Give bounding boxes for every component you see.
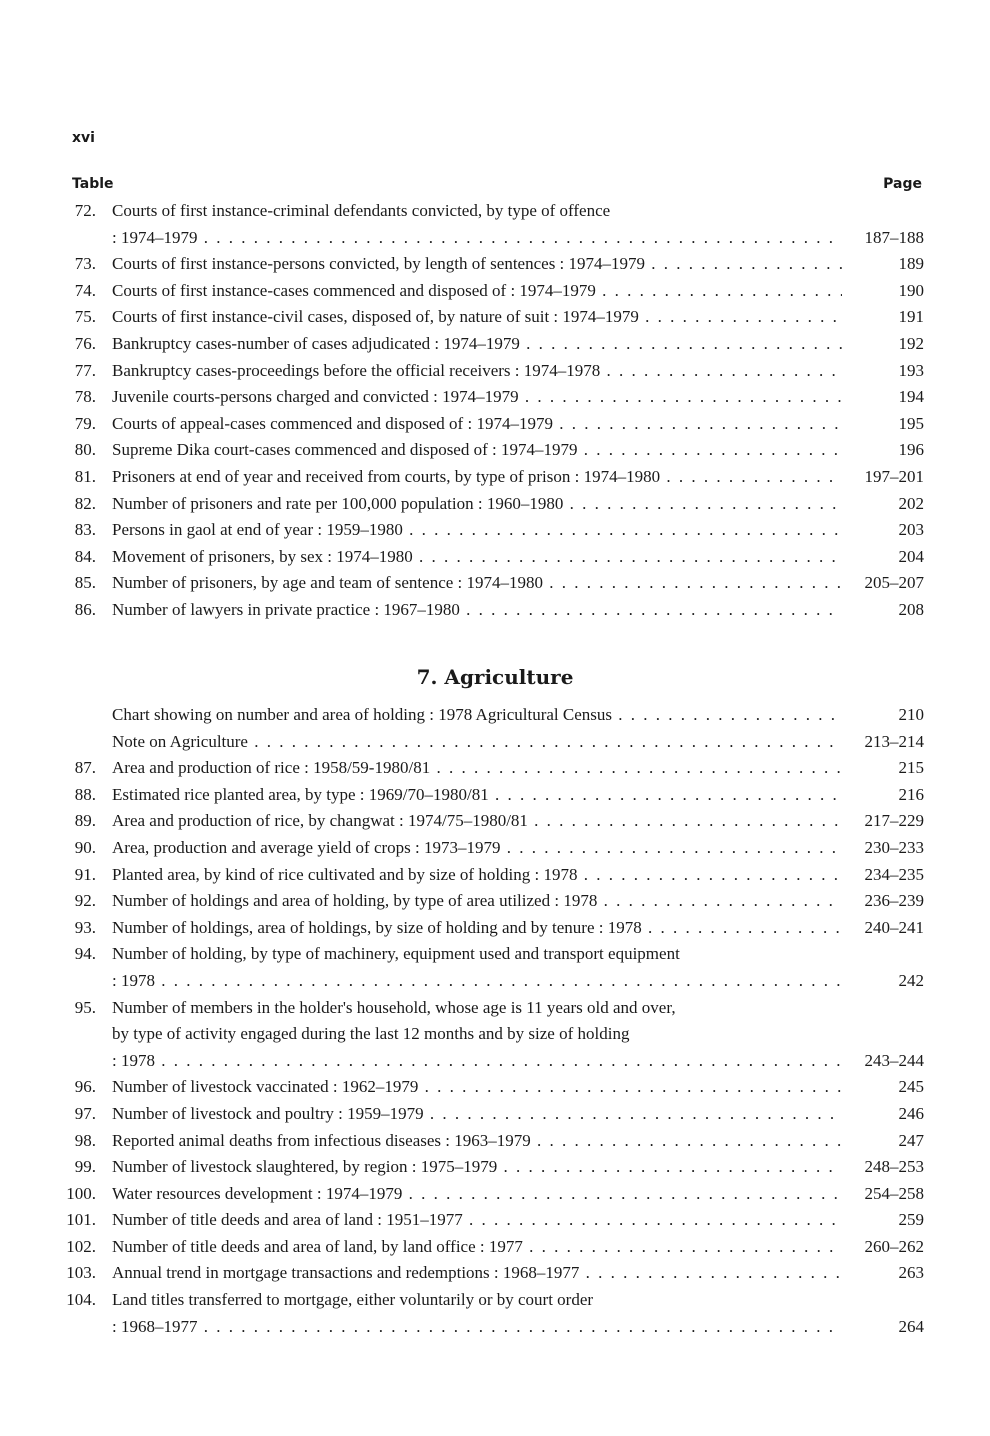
- entry-number: 83.: [74, 520, 96, 540]
- entry-page-ref: 247: [898, 1130, 924, 1150]
- entry-title: Courts of first instance-cases commenced and disposed of : 1974–1979 . . .: [112, 278, 842, 305]
- entry-title: Note on Agriculture . . .: [112, 729, 842, 756]
- entry-page-ref: 264: [898, 1316, 924, 1336]
- toc-entry-line: [60, 597, 930, 624]
- entry-page-ref: 205–207: [864, 573, 924, 593]
- toc-entry-line: [60, 782, 930, 809]
- entry-page-ref: 259: [898, 1210, 924, 1230]
- entry-title: Courts of first instance-persons convicted, by length of sentences : 1974–1979 . . .: [112, 251, 842, 278]
- entry-page-ref: 189: [898, 254, 924, 274]
- entry-number: 72.: [74, 201, 96, 220]
- entry-number: 92.: [74, 891, 96, 911]
- entry-title: Annual trend in mortgage transactions and redemptions : 1968–1977 . . .: [112, 1260, 842, 1287]
- toc-entry-line: [60, 1048, 930, 1075]
- toc-entry-line: [60, 702, 930, 729]
- entry-page-ref: 234–235: [864, 864, 924, 884]
- toc-entry-line: [60, 1021, 930, 1048]
- section-agriculture-list: [60, 702, 930, 1340]
- entry-title: : 1978 . . .: [112, 968, 842, 995]
- entry-number: 89.: [74, 811, 96, 831]
- entry-number: 103.: [66, 1263, 96, 1283]
- entry-title: Courts of first instance-criminal defendants convicted, by type of offence: [112, 201, 611, 220]
- entry-page-ref: 192: [898, 333, 924, 353]
- toc-entry-line: [60, 358, 930, 385]
- entry-title: Number of holdings, area of holdings, by size of holding and by tenure : 1978 . . .: [112, 915, 842, 942]
- toc-entry-line: [60, 915, 930, 942]
- column-header-table: Table: [72, 176, 114, 192]
- entry-title: : 1978 . . .: [112, 1048, 842, 1075]
- toc-entry-line: [60, 1207, 930, 1234]
- entry-title: Chart showing on number and area of holding : 1978 Agricultural Census . . .: [112, 702, 842, 729]
- toc-entry-line: [60, 1101, 930, 1128]
- entry-number: 104.: [66, 1290, 96, 1310]
- entry-title: Land titles transferred to mortgage, either voluntarily or by court order: [112, 1290, 594, 1310]
- entry-title: Number of holdings and area of holding, by type of area utilized : 1978 . . .: [112, 888, 842, 915]
- column-header-page: Page: [883, 176, 922, 192]
- entry-title: : 1968–1977 . . .: [112, 1314, 842, 1341]
- toc-entry-line: [60, 517, 930, 544]
- entry-title: Number of prisoners, by age and team of sentence : 1974–1980 . . .: [112, 570, 842, 597]
- entry-number: 90.: [74, 837, 96, 857]
- toc-entry-line: [60, 198, 930, 225]
- toc-entry-line: [60, 755, 930, 782]
- entry-page-ref: 243–244: [864, 1050, 924, 1070]
- entry-number: 97.: [74, 1103, 96, 1123]
- toc-entry-line: [60, 888, 930, 915]
- entry-number: 78.: [74, 387, 96, 407]
- toc-entry-line: [60, 729, 930, 756]
- entry-number: 102.: [66, 1236, 96, 1256]
- toc-entry-line: [60, 968, 930, 995]
- entry-title: Water resources development : 1974–1979 . . .: [112, 1181, 842, 1208]
- entry-page-ref: 203: [898, 520, 924, 540]
- toc-entry-line: [60, 1074, 930, 1101]
- entry-page-ref: 187–188: [864, 227, 924, 247]
- entry-number: 77.: [74, 360, 96, 380]
- toc-entry-line: [60, 570, 930, 597]
- entry-page-ref: 215: [898, 758, 924, 778]
- entry-number: 75.: [74, 307, 96, 327]
- entry-page-ref: 194: [898, 387, 924, 407]
- entry-page-ref: 197–201: [864, 466, 924, 486]
- entry-title: Number of title deeds and area of land, by land office : 1977 . . .: [112, 1234, 842, 1261]
- entry-title: Area and production of rice, by changwat : 1974/75–1980/81 . . .: [112, 808, 842, 835]
- toc-entry-line: [60, 1234, 930, 1261]
- entry-title: Planted area, by kind of rice cultivated and by size of holding : 1978 . . .: [112, 862, 842, 889]
- entry-title: Movement of prisoners, by sex : 1974–1980 . . .: [112, 544, 842, 571]
- entry-page-ref: 193: [898, 360, 924, 380]
- toc-entry-line: [60, 1314, 930, 1341]
- entry-number: 99.: [74, 1157, 96, 1177]
- entry-page-ref: 254–258: [864, 1183, 924, 1203]
- entry-page-ref: 191: [898, 307, 924, 327]
- toc-entry-line: [60, 995, 930, 1022]
- entry-title: Juvenile courts-persons charged and convicted : 1974–1979 . . .: [112, 384, 842, 411]
- entry-number: 96.: [74, 1077, 96, 1097]
- entry-title: Number of title deeds and area of land : 1951–1977 . . .: [112, 1207, 842, 1234]
- toc-entry-line: [60, 941, 930, 968]
- entry-page-ref: 245: [898, 1077, 924, 1097]
- toc-entry-line: [60, 411, 930, 438]
- toc-entry-line: [60, 225, 930, 252]
- entry-page-ref: 263: [898, 1263, 924, 1283]
- entry-number: 94.: [74, 944, 96, 964]
- entry-number: 85.: [74, 573, 96, 593]
- entry-number: 76.: [74, 333, 96, 353]
- entry-title: Courts of first instance-civil cases, disposed of, by nature of suit : 1974–1979 . . .: [112, 304, 842, 331]
- entry-page-ref: 236–239: [864, 891, 924, 911]
- entry-number: 91.: [74, 864, 96, 884]
- toc-entry-line: [60, 331, 930, 358]
- entry-page-ref: 242: [898, 970, 924, 990]
- toc-entry-line: [60, 1260, 930, 1287]
- entry-title: Persons in gaol at end of year : 1959–1980 . . .: [112, 517, 842, 544]
- entry-number: 73.: [74, 254, 96, 274]
- toc-entry-line: [60, 1128, 930, 1155]
- entry-number: 88.: [74, 784, 96, 804]
- toc-entry-line: [60, 384, 930, 411]
- entry-number: 74.: [74, 280, 96, 300]
- toc-entry-line: [60, 1181, 930, 1208]
- entry-title: Number of prisoners and rate per 100,000 population : 1960–1980 . . .: [112, 491, 842, 518]
- entry-title: Prisoners at end of year and received from courts, by type of prison : 1974–1980 . . .: [112, 464, 842, 491]
- entry-number: 95.: [74, 997, 96, 1017]
- entry-number: 86.: [74, 599, 96, 619]
- entry-title: Number of members in the holder's household, whose age is 11 years old and over,: [112, 997, 676, 1017]
- entry-page-ref: 230–233: [864, 837, 924, 857]
- toc-entry-line: [60, 1287, 930, 1314]
- entry-title: Area and production of rice : 1958/59-1980/81 . . .: [112, 755, 842, 782]
- toc-entry-line: [60, 835, 930, 862]
- entry-number: 87.: [74, 758, 96, 778]
- toc-entry-line: [60, 278, 930, 305]
- entry-number: 81.: [74, 466, 96, 486]
- entry-page-ref: 190: [898, 280, 924, 300]
- entry-title: Reported animal deaths from infectious diseases : 1963–1979 . . .: [112, 1128, 842, 1155]
- entry-page-ref: 260–262: [864, 1236, 924, 1256]
- entry-page-ref: 210: [898, 705, 924, 724]
- entry-title: Number of livestock and poultry : 1959–1979 . . .: [112, 1101, 842, 1128]
- toc-entry-line: [60, 251, 930, 278]
- entry-page-ref: 202: [898, 493, 924, 513]
- toc-entry-line: [60, 808, 930, 835]
- entry-page-ref: 204: [898, 546, 924, 566]
- entry-page-ref: 208: [898, 599, 924, 619]
- entry-page-ref: 213–214: [864, 731, 924, 751]
- entry-page-ref: 196: [898, 440, 924, 460]
- entry-page-ref: 248–253: [864, 1157, 924, 1177]
- toc-entry-line: [60, 862, 930, 889]
- entry-title: Courts of appeal-cases commenced and disposed of : 1974–1979 . . .: [112, 411, 842, 438]
- entry-number: 101.: [66, 1210, 96, 1230]
- entry-title: Bankruptcy cases-number of cases adjudicated : 1974–1979 . . .: [112, 331, 842, 358]
- entry-number: 98.: [74, 1130, 96, 1150]
- entry-title: Number of lawyers in private practice : 1967–1980 . . .: [112, 597, 842, 624]
- entry-title: : 1974–1979 . . .: [112, 225, 842, 252]
- entry-page-ref: 217–229: [864, 811, 924, 831]
- section-title: 7. Agriculture: [416, 665, 574, 689]
- entry-title: by type of activity engaged during the last 12 months and by size of holding: [112, 1024, 630, 1044]
- entry-title: Number of holding, by type of machinery, equipment used and transport equipment: [112, 944, 680, 964]
- entry-page-ref: 240–241: [864, 917, 924, 937]
- entry-title: Number of livestock vaccinated : 1962–1979 . . .: [112, 1074, 842, 1101]
- toc-entry-line: [60, 544, 930, 571]
- entry-number: 80.: [74, 440, 96, 460]
- entry-title: Number of livestock slaughtered, by region : 1975–1979 . . .: [112, 1154, 842, 1181]
- toc-entry-line: [60, 1154, 930, 1181]
- entry-number: 84.: [74, 546, 96, 566]
- entry-number: 93.: [74, 917, 96, 937]
- toc-entry-line: [60, 464, 930, 491]
- toc-entry-line: [60, 491, 930, 518]
- entry-title: Supreme Dika court-cases commenced and disposed of : 1974–1979 . . .: [112, 437, 842, 464]
- section-justice-list: [60, 198, 930, 624]
- toc-entry-line: [60, 304, 930, 331]
- entry-number: 100.: [66, 1183, 96, 1203]
- entry-page-ref: 216: [898, 784, 924, 804]
- entry-title: Estimated rice planted area, by type : 1969/70–1980/81 . . .: [112, 782, 842, 809]
- entry-page-ref: 195: [898, 413, 924, 433]
- toc-entry-line: [60, 437, 930, 464]
- entry-title: Bankruptcy cases-proceedings before the official receivers : 1974–1978 . . .: [112, 358, 842, 385]
- entry-number: 82.: [74, 493, 96, 513]
- page-number: xvi: [72, 130, 95, 146]
- entry-title: Area, production and average yield of crops : 1973–1979 . . .: [112, 835, 842, 862]
- entry-number: 79.: [74, 413, 96, 433]
- entry-page-ref: 246: [898, 1103, 924, 1123]
